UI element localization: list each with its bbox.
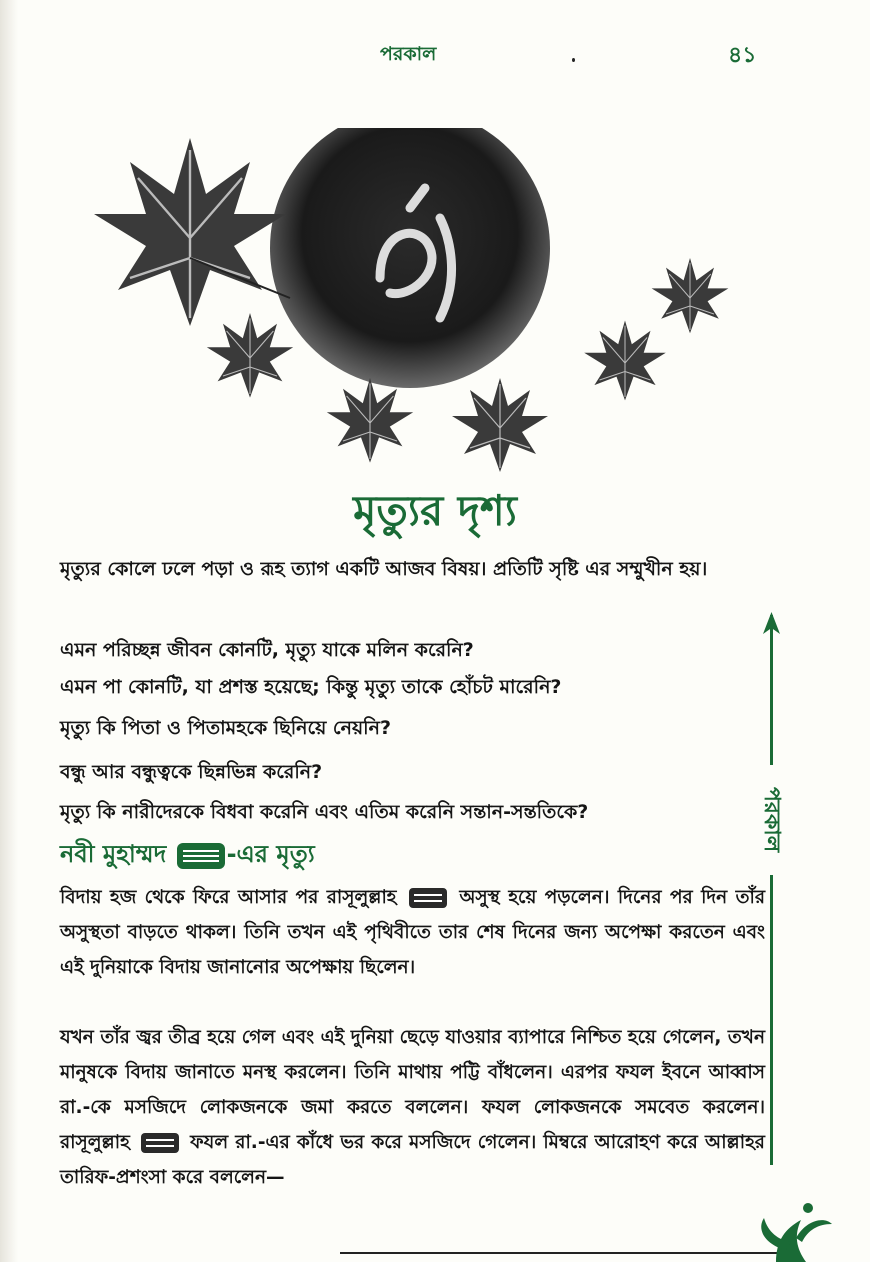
chapter-title: মৃত্যুর দৃশ্য [353, 486, 517, 535]
maple-leaf [652, 258, 729, 333]
chapter-illustration [80, 128, 760, 478]
page-edge-shadow [0, 0, 18, 1262]
arrow-up-icon [763, 612, 780, 634]
maple-leaf [327, 378, 413, 463]
paragraph-text: ফযল রা.-এর কাঁধে ভর করে মসজিদে গেলেন। মিম্বরে আরোহণ করে আল্লাহর তারিফ-প্রশংসা করে বললেন— [60, 1132, 765, 1188]
side-rule-arrow [770, 615, 773, 1165]
section-heading [60, 836, 315, 876]
maple-leaf [207, 313, 293, 398]
intro-line: এমন পা কোনটি, যা প্রশস্ত হয়েছে; কিন্তু মৃত্যু তাকে হোঁচট মারেনি? [60, 676, 562, 698]
maple-leaf-large [94, 138, 286, 326]
page-header [0, 38, 870, 72]
page-number: ৪১ [728, 43, 757, 68]
salawat-calligraphy-icon [409, 888, 447, 908]
paragraph [60, 880, 765, 985]
intro-line: মৃত্যু কি পিতা ও পিতামহকে ছিনিয়ে নেয়নি? [60, 717, 391, 739]
intro-paragraph: মৃত্যুর কোলে ঢলে পড়া ও রূহ ত্যাগ একটি আজব বিষয়। প্রতিটি সৃষ্টি এর সম্মুখীন হয়। [60, 558, 708, 580]
salawat-calligraphy-icon [177, 843, 225, 869]
floral-ornament-icon [746, 1190, 836, 1262]
intro-line: এমন পরিচ্ছন্ন জীবন কোনটি, মৃত্যু যাকে মলিন করেনি? [60, 639, 474, 661]
bottom-rule [340, 1252, 780, 1254]
side-label: পরকাল [752, 765, 790, 875]
maple-leaf [584, 321, 666, 401]
intro-line: বন্ধু আর বন্ধুত্বকে ছিন্নভিন্ন করেনি? [60, 761, 323, 783]
paragraph-text: বিদায় হজ থেকে ফিরে আসার পর রাসূলুল্লাহ [60, 887, 397, 908]
print-speck [572, 58, 575, 62]
running-title: পরকাল [380, 43, 437, 65]
maple-leaf [452, 378, 548, 472]
section-heading-end: -এর মৃত্যু [226, 840, 315, 868]
intro-line: মৃত্যু কি নারীদেরকে বিধবা করেনি এবং এতিম করেনি সন্তান-সন্ততিকে? [60, 801, 589, 823]
calligraphy-orb [270, 128, 550, 388]
paragraph [60, 1020, 765, 1195]
paragraph-text: অসুস্থ হয়ে পড়লেন। দিনের পর দিন তাঁর অসুস্থতা বাড়তে থাকল। তিনি তখন এই পৃথিবীতে তার শেষ দিনের জন্য অপেক্ষা করতেন এবং এই দুনিয়াকে বিদায় জানানোর অপেক্ষায় ছিলেন। [60, 887, 765, 978]
paragraph-text: যখন তাঁর জ্বর তীব্র হয়ে গেল এবং এই দুনিয়া ছেড়ে যাওয়ার ব্যাপারে নিশ্চিত হয়ে গেলেন, তখন মানুষকে বিদায় জানাতে মনস্থ করলেন। তিনি মাথায় পট্টি বাঁধলেন। এরপর ফযল ইবনে আব্বাস রা.-কে মসজিদে লোকজনকে জমা করতে বললেন। ফযল লোকজনকে সমবেত করলেন। রাসূলুল্লাহ [60, 1027, 765, 1153]
salawat-calligraphy-icon [141, 1133, 179, 1153]
section-heading-start: নবী মুহাম্মদ [60, 840, 167, 868]
